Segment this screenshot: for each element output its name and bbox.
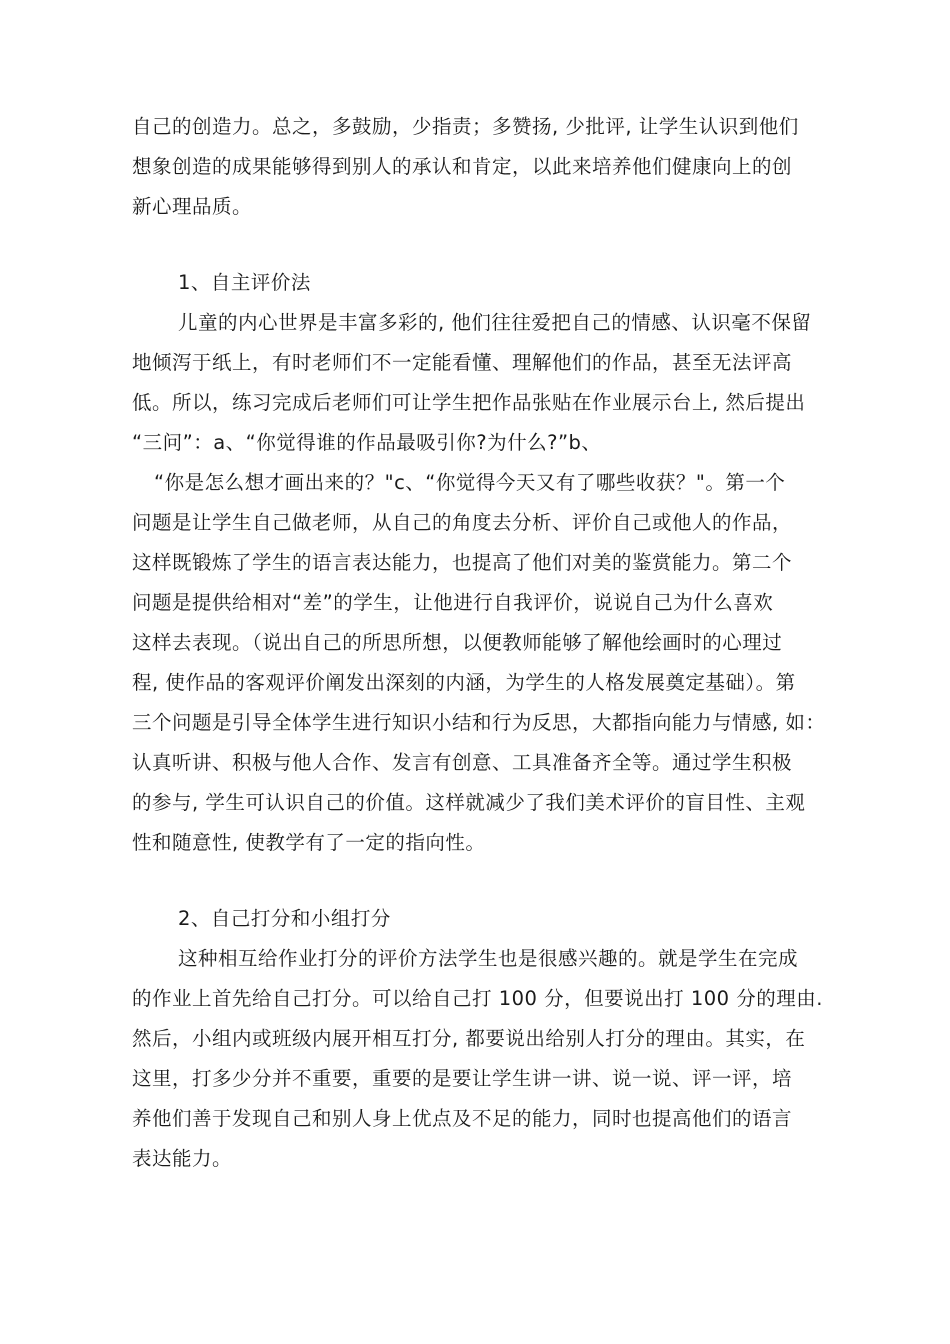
intro-paragraph	[132, 107, 832, 227]
text-line: 这里，打多少分并不重要，重要的是要让学生讲一讲、说一说、评一评，培	[132, 1067, 793, 1090]
text-line: 这样去表现。（说出自己的所思所想，以便教师能够了解他绘画时的心理过	[132, 631, 783, 654]
document-page	[132, 107, 832, 1179]
text-line: 自己的创造力。总之，多鼓励，少指责；多赞扬, 少批评, 让学生认识到他们	[132, 115, 799, 138]
section-2-paragraph	[132, 939, 832, 1179]
text-line: 问题是提供给相对“差”的学生，让他进行自我评价，说说自己为什么喜欢	[132, 591, 774, 614]
text-line: 问题是让学生自己做老师，从自己的角度去分析、评价自己或他人的作品，	[132, 511, 793, 534]
text-line: “三问”：a、“你觉得谁的作品最吸引你?为什么?”b、	[132, 431, 602, 454]
text-line: 性和随意性, 使教学有了一定的指向性。	[132, 831, 486, 854]
text-line: 新心理品质。	[132, 195, 253, 218]
text-line: 这种相互给作业打分的评价方法学生也是很感兴趣的。就是学生在完成	[178, 947, 799, 970]
text-line: 地倾泻于纸上，有时老师们不一定能看懂、理解他们的作品，甚至无法评高	[132, 351, 793, 374]
text-line: 的作业上首先给自己打分。可以给自己打 100 分，但要说出打 100 分的理由.	[132, 987, 823, 1010]
text-line: 然后，小组内或班级内展开相互打分, 都要说出给别人打分的理由。其实，在	[132, 1027, 806, 1050]
text-line: 这样既锻炼了学生的语言表达能力，也提高了他们对美的鉴赏能力。第二个	[132, 551, 793, 574]
text-line: 表达能力。	[132, 1147, 233, 1170]
text-line: 养他们善于发现自己和别人身上优点及不足的能力，同时也提高他们的语言	[132, 1107, 793, 1130]
section-heading-2: 2、自己打分和小组打分	[178, 907, 391, 930]
text-line: 想象创造的成果能够得到别人的承认和肯定，以此来培养他们健康向上的创	[132, 155, 793, 178]
text-line: 认真听讲、积极与他人合作、发言有创意、工具准备齐全等。通过学生积极	[132, 751, 793, 774]
text-line: “你是怎么想才画出来的？"c、“你觉得今天又有了哪些收获？"。第一个	[154, 471, 786, 494]
section-1-paragraph	[132, 303, 832, 863]
text-line: 低。所以，练习完成后老师们可让学生把作品张贴在作业展示台上, 然后提出	[132, 391, 806, 414]
text-line: 儿童的内心世界是丰富多彩的, 他们往往爱把自己的情感、认识毫不保留	[178, 311, 812, 334]
text-line: 三个问题是引导全体学生进行知识小结和行为反思，大都指向能力与情感, 如：	[132, 711, 826, 734]
section-heading-1: 1、自主评价法	[178, 271, 311, 294]
text-line: 程, 使作品的客观评价阐发出深刻的内涵，为学生的人格发展奠定基础）。第	[132, 671, 796, 694]
text-line: 的参与, 学生可认识自己的价值。这样就减少了我们美术评价的盲目性、主观	[132, 791, 806, 814]
